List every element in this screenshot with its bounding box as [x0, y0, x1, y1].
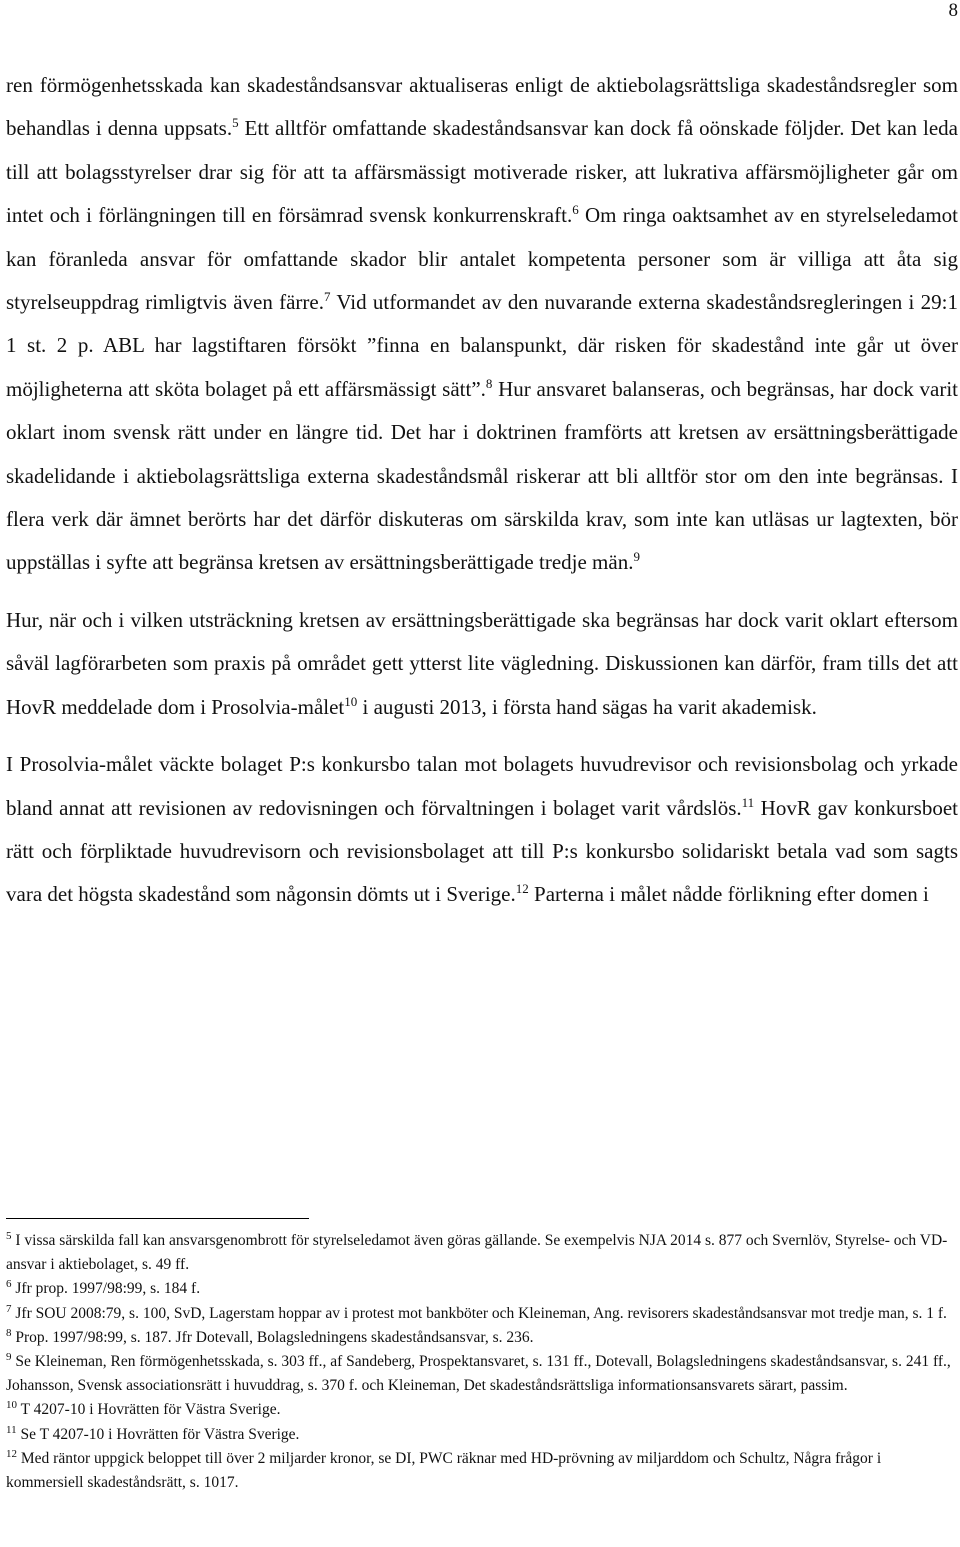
text-run: Hur, när och i vilken utsträckning kretsen av ersättningsberättigade ska begränsas har dock varit oklart eftersom såväl lagförarbeten som praxis på området gett ytterst lite vägledning. Diskussionen kan därför, fram tills det att HovR meddelade dom i Prosolvia-målet [6, 607, 958, 719]
footnote [6, 1326, 952, 1350]
footnote [6, 1277, 952, 1301]
text-run: Vid utformandet av den nuvarande externa skadeståndsregleringen i 29:1 1 st. 2 p. ABL har lagstiftaren försökt ”finna en balanspunkt, där risken för skadestånd inte går ut över möjligheterna att sköta bolaget på ett affärsmässigt sätt”. [6, 290, 958, 401]
text-run: Ett alltför omfattande skadeståndsansvar kan dock få oönskade följder. Det kan leda till att bolagsstyrelser drar sig för att ta affärsmässigt motiverade risker, att lukrativa affärsmöjligheter går om intet och i förlängningen till en försämrad svensk konkurrenskraft. [6, 116, 958, 228]
footnote [6, 1229, 952, 1277]
footnote-number: 9 [6, 1350, 12, 1363]
footnote-ref[interactable]: 5 [232, 115, 239, 131]
text-run: ren förmögenhetsskada kan skadeståndsansvar aktualiseras enligt de aktiebolagsrättsliga skadeståndsregler som behandlas i denna uppsats. [6, 73, 958, 141]
footnotes [6, 1229, 952, 1495]
footnote-text: Se T 4207-10 i Hovrätten för Västra Sverige. [20, 1425, 300, 1443]
footnote-number: 7 [6, 1302, 12, 1315]
footnote-number: 6 [6, 1278, 12, 1291]
footnote-ref[interactable]: 7 [324, 289, 331, 305]
footnote [6, 1302, 952, 1326]
footnote-text: Jfr SOU 2008:79, s. 100, SvD, Lagerstam hoppar av i protest mot bankböter och Kleineman, Ang. revisorers skadeståndsansvar mot tredje man, s. 1 f. [15, 1304, 947, 1322]
text-run: Parterna i målet nådde förlikning efter domen i [528, 882, 929, 907]
footnote-text: Med räntor uppgick beloppet till över 2 miljarder kronor, se DI, PWC räknar med HD-prövning av miljarddom och Schultz, Några frågor i kommersiell skadeståndsrätt, s. 1017. [6, 1449, 882, 1492]
text-run: i augusti 2013, i första hand sägas ha varit akademisk. [357, 694, 817, 719]
footnote-number: 5 [6, 1229, 12, 1242]
footnote-number: 8 [6, 1326, 12, 1339]
text-run: HovR gav konkursboet rätt och förpliktade huvudrevisorn och revisionsbolaget att till P:s konkursbo solidariskt betala vad som sagts vara det högsta skadestånd som någonsin dömts ut i Sverige. [6, 795, 958, 907]
footnote-text: T 4207-10 i Hovrätten för Västra Sverige. [20, 1401, 281, 1419]
footnote-text: Prop. 1997/98:99, s. 187. Jfr Dotevall, Bolagsledningens skadeståndsansvar, s. 236. [15, 1328, 534, 1346]
page-number: 8 [948, 0, 958, 21]
paragraph [6, 64, 958, 585]
footnote-number: 10 [6, 1399, 17, 1412]
footnote-ref[interactable]: 9 [633, 549, 640, 565]
footnote-number: 11 [6, 1423, 17, 1436]
body-text [6, 64, 958, 917]
text-run: Om ringa oaktsamhet av en styrelseledamot kan föranleda ansvar för omfattande skador blir antalet kompetenta personer som är villiga att åta sig styrelseuppdrag rimligtvis även färre. [6, 203, 958, 315]
text-run: I Prosolvia-målet väckte bolaget P:s konkursbo talan mot bolagets huvudrevisor och revisionsbolag och yrkade bland annat att revisionen av redovisningen och förvaltningen i bolaget varit vårdslös. [6, 752, 958, 820]
footnote-text: Se Kleineman, Ren förmögenhetsskada, s. 303 ff., af Sandeberg, Prospektansvaret, s. 131 ff., Dotevall, Bolagsledningens skadeståndsansvar, s. 241 ff., Johansson, Svensk associationsrätt i huvuddrag, s. 370 f. och Kleineman, Det skadeståndsrättsliga informationsansvarets särart, passim. [6, 1353, 951, 1395]
footnote-text: I vissa särskilda fall kan ansvarsgenombrott för styrelseledamot även göras gällande. Se exempelvis NJA 2014 s. 877 och Svernlöv, Styrelse- och VD-ansvar i aktiebolaget, s. 49 ff. [6, 1232, 948, 1274]
paragraph [6, 599, 958, 729]
footnote [6, 1447, 952, 1495]
footnote [6, 1350, 952, 1398]
footnote-ref[interactable]: 8 [485, 375, 493, 391]
footnote-separator [6, 1218, 309, 1219]
footnote-ref[interactable]: 12 [515, 881, 529, 897]
footnote-text: Jfr prop. 1997/98:99, s. 184 f. [15, 1280, 201, 1298]
text-run: Hur ansvaret balanseras, och begränsas, har dock varit oklart inom svensk rätt under en längre tid. Det har i doktrinen framförts att kretsen av ersättningsberättigade skadelidande i aktiebolagsrättsliga externa skadeståndsmål riskerar att bli alltför stor om den inte begränsas. I flera verk där ämnet berörts har det därför diskuteras om särskilda krav, som inte kan utläsas ur lagtexten, bör uppställas i syfte att begränsa kretsen av ersättningsberättigade tredje män. [6, 376, 958, 575]
footnote [6, 1423, 952, 1447]
footnote [6, 1398, 952, 1422]
paragraph [6, 743, 958, 917]
footnote-number: 12 [6, 1447, 17, 1460]
footnote-ref[interactable]: 11 [741, 794, 755, 810]
footnote-ref[interactable]: 10 [344, 693, 358, 709]
footnote-ref[interactable]: 6 [572, 202, 579, 218]
